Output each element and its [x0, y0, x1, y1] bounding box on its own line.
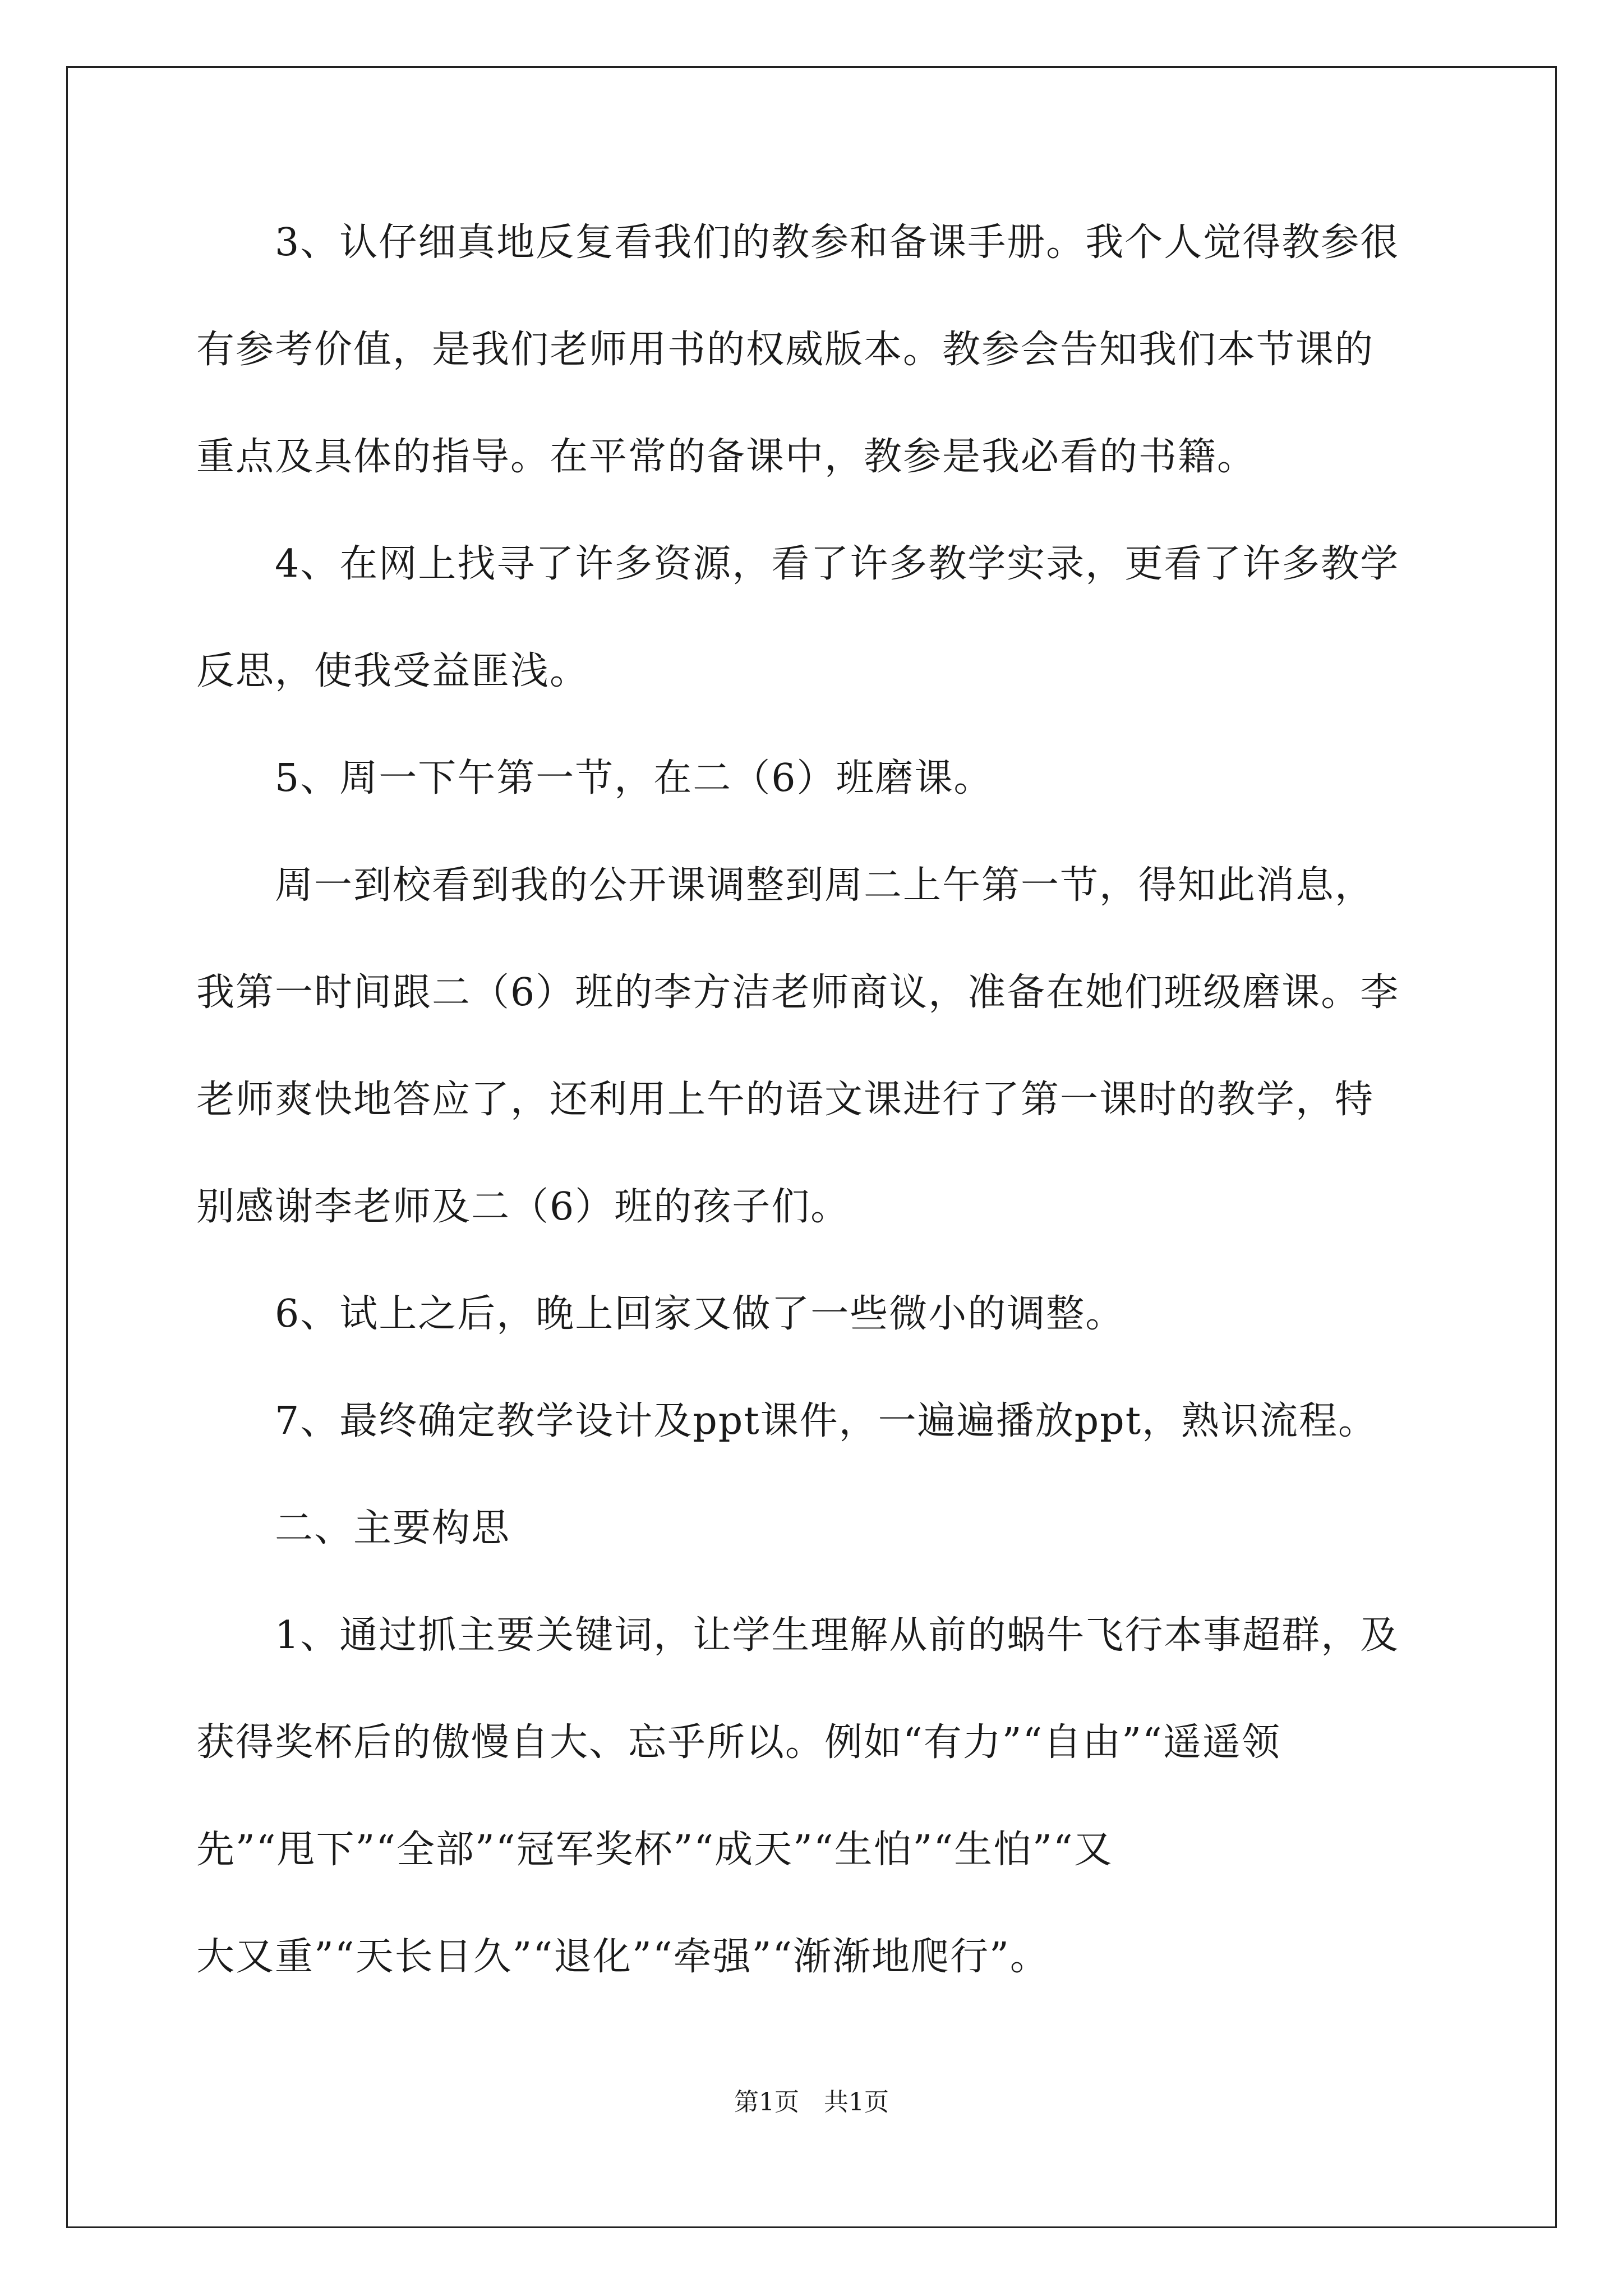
paragraph-5: 5、周一下午第一节，在二（6）班磨课。 [275, 756, 993, 800]
paragraph-5b-line-3: 老师爽快地答应了，还利用上午的语文课进行了第一课时的教学，特 [196, 1078, 1375, 1122]
paragraph-4-line-2: 反思，使我受益匪浅。 [196, 649, 589, 693]
paragraph-5b-line-2: 我第一时间跟二（6）班的李方洁老师商议，准备在她们班级磨课。李 [196, 970, 1400, 1015]
paragraph-3-line-1: 3、认仔细真地反复看我们的教参和备课手册。我个人觉得教参很 [275, 220, 1400, 265]
page-footer [0, 2086, 1623, 2119]
page-number: 第1页 [734, 2088, 799, 2116]
paragraph-6: 6、试上之后，晚上回家又做了一些微小的调整。 [275, 1292, 1125, 1336]
paragraph-s1-line-2: 获得奖杯后的傲慢自大、忘乎所以。例如“有力”“自由”“遥遥领 [196, 1720, 1281, 1765]
section-heading: 二、主要构思 [275, 1506, 511, 1550]
paragraph-7: 7、最终确定教学设计及ppt课件，一遍遍播放ppt，熟识流程。 [275, 1399, 1378, 1443]
page-total: 共1页 [824, 2088, 889, 2116]
document-body [196, 212, 1447, 2033]
paragraph-s1-line-1: 1、通过抓主要关键词，让学生理解从前的蜗牛飞行本事超群，及 [275, 1613, 1400, 1658]
paragraph-5b-line-4: 别感谢李老师及二（6）班的孩子们。 [196, 1185, 850, 1229]
paragraph-3-line-2: 有参考价值，是我们老师用书的权威版本。教参会告知我们本节课的 [196, 328, 1375, 372]
paragraph-4-line-1: 4、在网上找寻了许多资源，看了许多教学实录，更看了许多教学 [275, 542, 1400, 586]
paragraph-s1-line-3: 先”“甩下”“全部”“冠军奖杯”“成天”“生怕”“生怕”“又 [196, 1828, 1113, 1872]
paragraph-3-line-3: 重点及具体的指导。在平常的备课中，教参是我必看的书籍。 [196, 435, 1257, 479]
paragraph-5b-line-1: 周一到校看到我的公开课调整到周二上午第一节，得知此消息， [275, 863, 1375, 908]
paragraph-s1-line-4: 大又重”“天长日久”“退化”“牵强”“渐渐地爬行”。 [196, 1935, 1049, 1979]
